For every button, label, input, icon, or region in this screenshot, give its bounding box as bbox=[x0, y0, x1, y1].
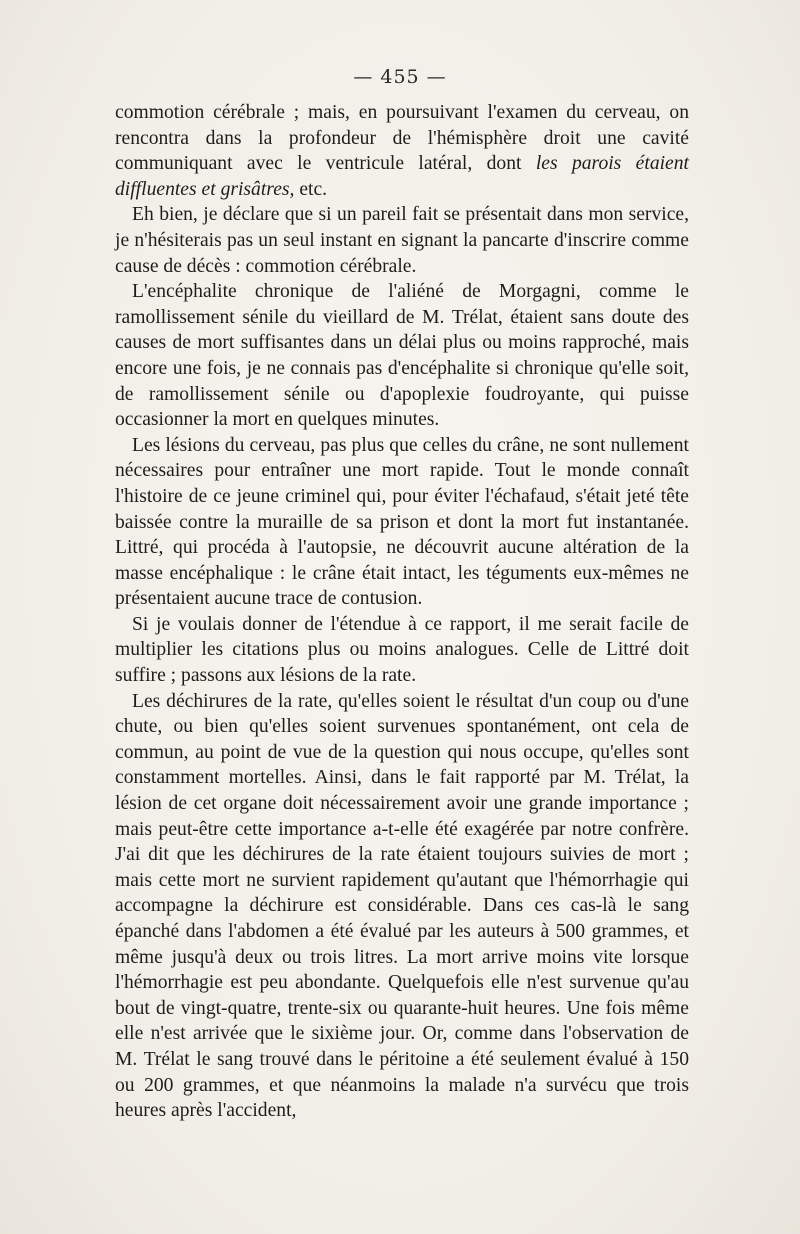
paragraph-1-italic: les parois étaient diffluentes et grisâtres, bbox=[115, 153, 689, 200]
paragraph-1-end: etc. bbox=[294, 178, 328, 200]
paragraph-4: Les lésions du cerveau, pas plus que celles du crâne, ne sont nullement nécessaires pour entraîner une mort rapide. Tout le monde connaît l'histoire de ce jeune criminel qui, pour éviter l'échafaud, s'était jeté tête baissée contre la muraille de sa prison et dont la mort fut instantanée. Littré, qui procéda à l'autopsie, ne découvrit aucune altération de la masse encéphalique : le crâne était intact, les téguments eux-mêmes ne présentaient aucune trace de contusion. bbox=[115, 434, 689, 610]
paragraph-2: Eh bien, je déclare que si un pareil fait se présentait dans mon service, je n'hésiterais pas un seul instant en signant la pancarte d'inscrire comme cause de décès : commotion cérébrale. bbox=[115, 204, 689, 277]
paragraph-1-start: commotion cérébrale ; mais, en poursuivant l'examen du cerveau, on rencontra dans la profondeur de l'hémisphère droit une cavité communiquant avec le ventricule latéral, dont bbox=[115, 102, 689, 175]
body-text bbox=[115, 100, 689, 1124]
paragraph-1 bbox=[115, 100, 689, 202]
page-number: — 455 — bbox=[353, 66, 447, 88]
paragraph-5: Si je voulais donner de l'étendue à ce rapport, il me serait facile de multiplier les citations plus ou moins analogues. Celle de Littré doit suffire ; passons aux lésions de la rate. bbox=[115, 613, 689, 687]
paragraph-6: Les déchirures de la rate, qu'elles soient le résultat d'un coup ou d'une chute, ou bien qu'elles soient survenues spontanément, ont cela de commun, au point de vue de la question qui nous occupe, qu'elles sont constamment mortelles. Ainsi, dans le fait rapporté par M. Trélat, la lésion de cet organe doit nécessairement avoir une grande importance ; mais peut-être cette importance a-t-elle été exagérée par notre confrère. J'ai dit que les déchirures de la rate étaient toujours suivies de mort ; mais cette mort ne survient rapidement qu'autant que l'hémorrhagie qui accompagne la déchirure est considérable. Dans ces cas-là le sang épanché dans l'abdomen a été évalué par les auteurs à 500 grammes, et même jusqu'à deux ou trois litres. La mort arrive moins vite lorsque l'hémorrhagie est peu abondante. Quelquefois elle n'est survenue qu'au bout de vingt-quatre, trente-six ou quarante-huit heures. Une fois même elle n'est arrivée que le sixième jour. Or, comme dans l'observation de M. Trélat le sang trouvé dans le péritoine a été seulement évalué à 150 ou 200 grammes, et que néanmoins la malade n'a survécu que trois heures après l'accident, bbox=[115, 690, 689, 1122]
paragraph-3: L'encéphalite chronique de l'aliéné de Morgagni, comme le ramollissement sénile du vieillard de M. Trélat, étaient sans doute des causes de mort suffisantes dans un délai plus ou moins rapproché, mais encore une fois, je ne connais pas d'encéphalite si chronique qu'elle soit, de ramollissement sénile ou d'apoplexie foudroyante, qui puisse occasionner la mort en quelques minutes. bbox=[115, 281, 689, 431]
